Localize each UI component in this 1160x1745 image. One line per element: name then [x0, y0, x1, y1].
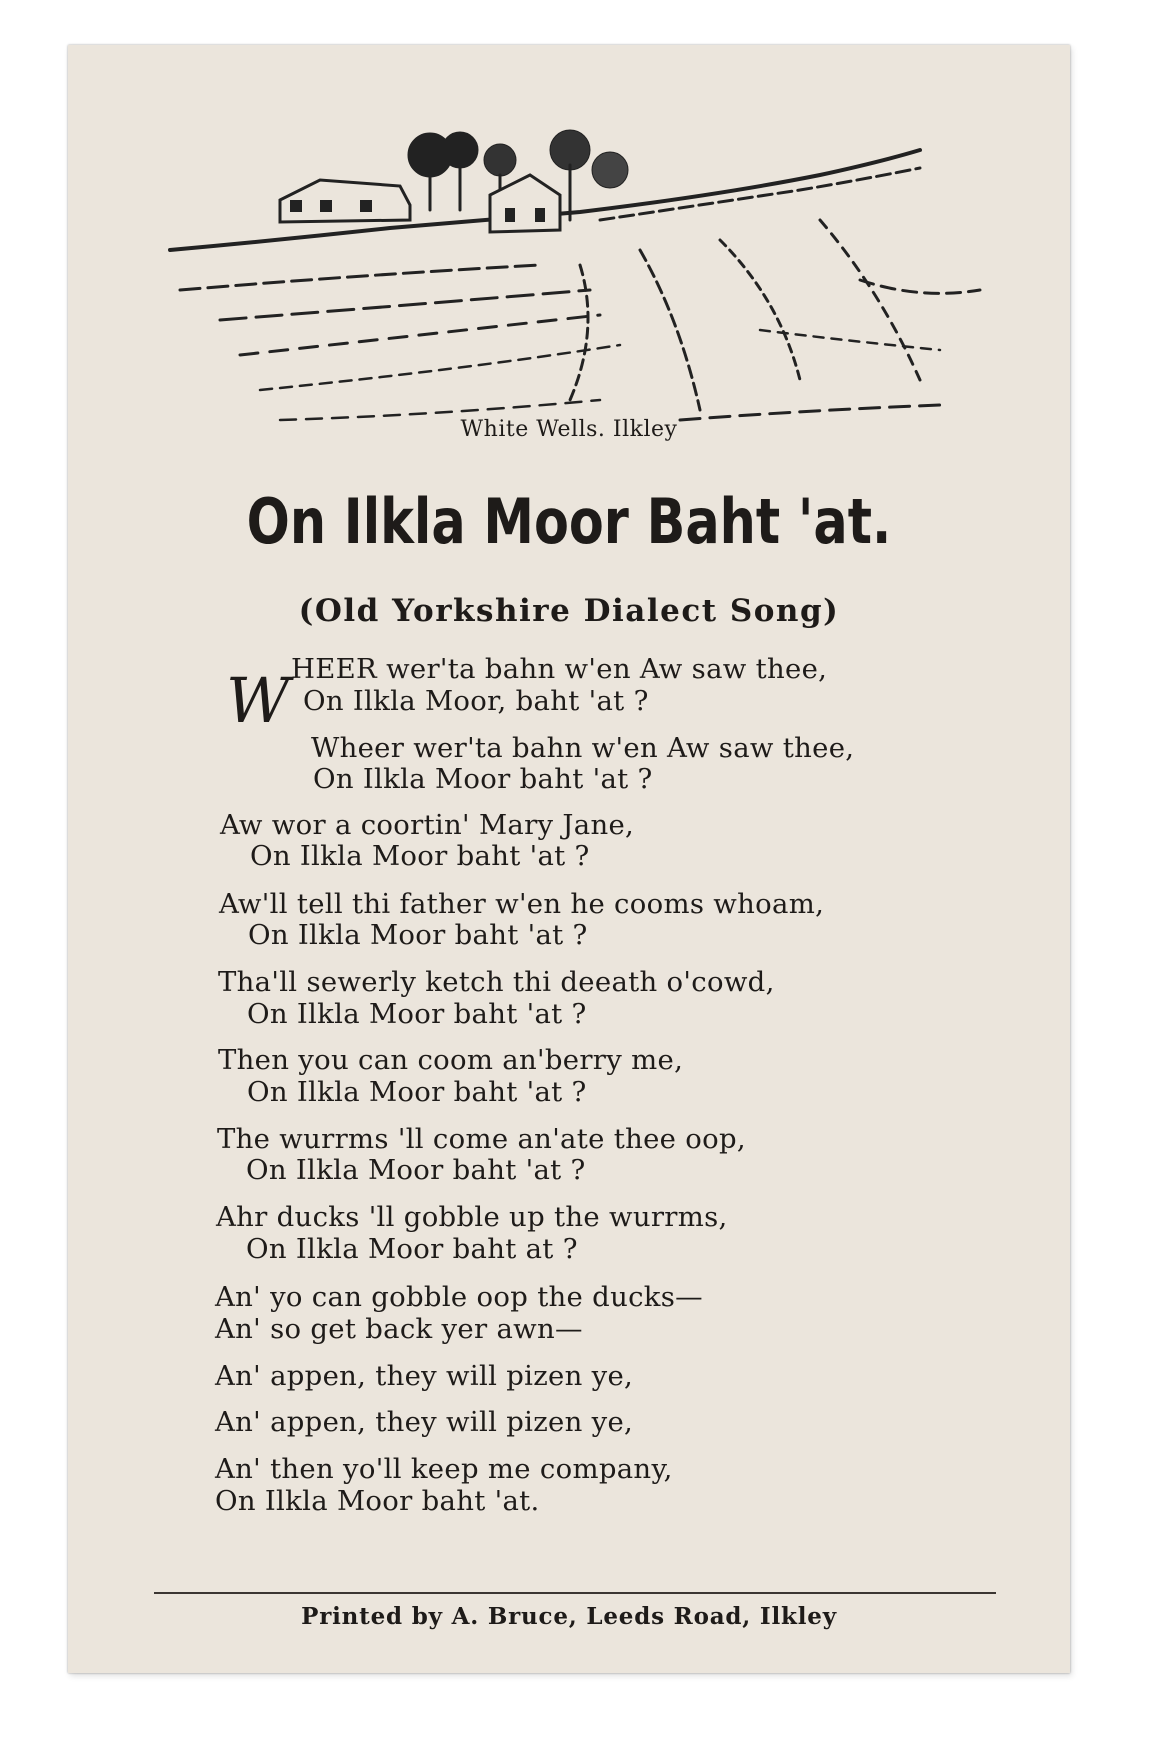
lyric-line: The wurrms 'll come an'ate thee oop,	[217, 1123, 746, 1155]
lyric-line: On Ilkla Moor baht 'at ?	[246, 1154, 586, 1186]
lyric-line: On Ilkla Moor, baht 'at ?	[303, 685, 649, 717]
lyric-line: On Ilkla Moor baht 'at ?	[248, 919, 588, 951]
lyric-line: On Ilkla Moor baht 'at ?	[247, 998, 587, 1030]
printer-credit: Printed by A. Bruce, Leeds Road, Ilkley	[301, 1603, 837, 1630]
lyric-line: An' then yo'll keep me company,	[215, 1453, 673, 1485]
lyric-line: An' so get back yer awn—	[215, 1313, 583, 1345]
lyric-line: Aw'll tell thi father w'en he cooms whoam,	[219, 888, 825, 920]
song-card	[68, 45, 1070, 1673]
lyric-line: On Ilkla Moor baht at ?	[246, 1233, 578, 1265]
lyric-line: Then you can coom an'berry me,	[218, 1044, 684, 1076]
lyric-line: Wheer wer'ta bahn w'en Aw saw thee,	[311, 732, 855, 764]
lyric-line: Tha'll sewerly ketch thi deeath o'cowd,	[218, 966, 775, 998]
lyric-line: An' yo can gobble oop the ducks—	[215, 1281, 703, 1313]
song-title: On Ilkla Moor Baht 'at.	[246, 485, 892, 558]
lyric-line: On Ilkla Moor baht 'at.	[215, 1485, 540, 1517]
drop-cap: W	[226, 664, 290, 737]
lyric-line: HEER wer'ta bahn w'en Aw saw thee,	[291, 653, 828, 685]
song-subtitle: (Old Yorkshire Dialect Song)	[298, 593, 840, 629]
lyric-line: On Ilkla Moor baht 'at ?	[250, 840, 590, 872]
lyric-line: Ahr ducks 'll gobble up the wurrms,	[216, 1201, 728, 1233]
lyric-line: An' appen, they will pizen ye,	[215, 1360, 634, 1392]
illustration-caption: White Wells. Ilkley	[460, 417, 678, 442]
lyric-line: On Ilkla Moor baht 'at ?	[313, 763, 653, 795]
lyric-line: Aw wor a coortin' Mary Jane,	[220, 809, 635, 841]
lyric-line: An' appen, they will pizen ye,	[215, 1406, 634, 1438]
lyric-line: On Ilkla Moor baht 'at ?	[247, 1076, 587, 1108]
divider-rule	[154, 1592, 996, 1594]
lyrics	[68, 45, 1070, 1673]
